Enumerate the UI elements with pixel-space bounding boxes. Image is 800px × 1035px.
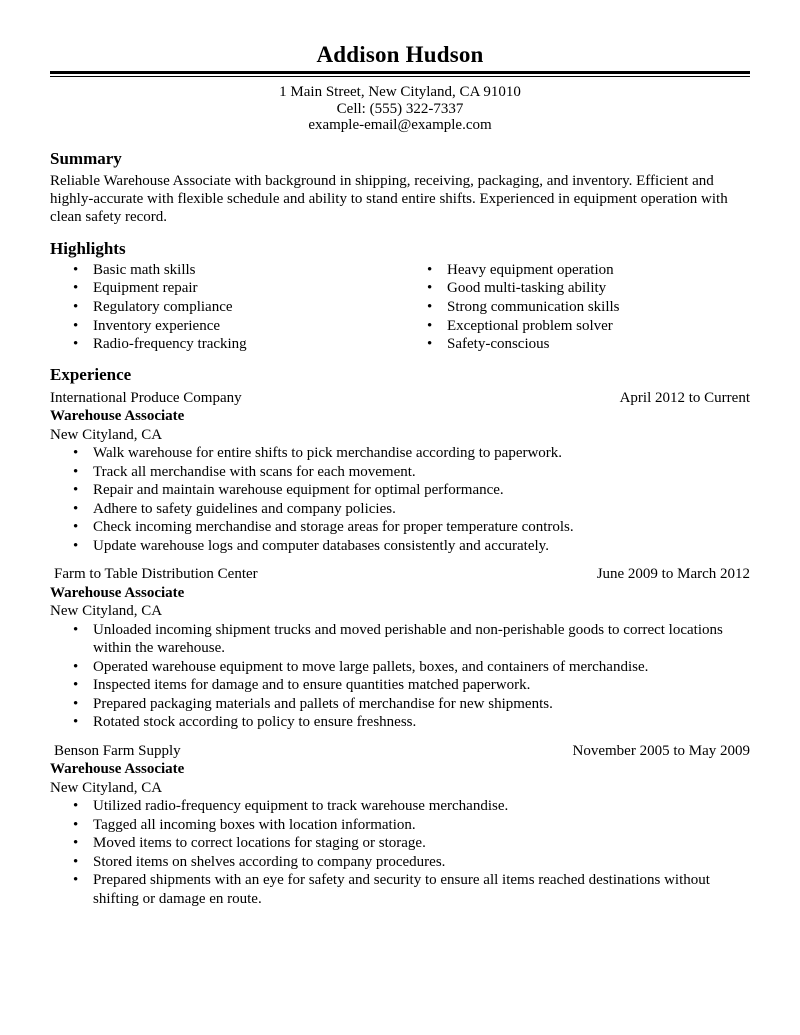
- summary-heading: Summary: [50, 148, 122, 168]
- highlight-item: • Regulatory compliance: [73, 298, 400, 317]
- job-bullet: • Update warehouse logs and computer databases consistently and accurately.: [73, 537, 750, 556]
- highlights-columns: [50, 261, 750, 354]
- job-bullet-list: [73, 797, 750, 908]
- highlight-item: • Safety-conscious: [427, 335, 750, 354]
- job-header: [50, 742, 750, 761]
- job-bullet-list: [73, 444, 750, 555]
- job-header: [50, 389, 750, 408]
- candidate-name: Addison Hudson: [316, 42, 484, 67]
- job-title: Warehouse Associate: [50, 761, 185, 778]
- job-bullet: • Adhere to safety guidelines and company policies.: [73, 500, 750, 519]
- contact-email: example-email@example.com: [308, 117, 492, 133]
- job-company: Farm to Table Distribution Center: [54, 566, 258, 583]
- job-bullet: • Operated warehouse equipment to move large pallets, boxes, and containers of merchandise.: [73, 658, 750, 677]
- highlight-item: • Good multi-tasking ability: [427, 279, 750, 298]
- job-bullet: • Walk warehouse for entire shifts to pick merchandise according to paperwork.: [73, 444, 750, 463]
- highlights-heading: Highlights: [50, 238, 126, 258]
- highlight-item: • Radio-frequency tracking: [73, 335, 400, 354]
- summary-text: Reliable Warehouse Associate with background in shipping, receiving, packaging, and inventory. Efficient and highly-accurate with flexible schedule and ability to stand entire shifts. Experienced in equipment operation with clean safety record.: [50, 172, 728, 226]
- contact-address: 1 Main Street, New Cityland, CA 91010: [279, 84, 521, 100]
- job-bullet: • Prepared packaging materials and pallets of merchandise for new shipments.: [73, 695, 750, 714]
- job-bullet: • Rotated stock according to policy to ensure freshness.: [73, 713, 750, 732]
- job-location: New Cityland, CA: [50, 603, 163, 620]
- experience-heading: Experience: [50, 364, 132, 384]
- job-bullet: • Moved items to correct locations for staging or storage.: [73, 834, 750, 853]
- highlight-item: • Exceptional problem solver: [427, 317, 750, 336]
- job-company: International Produce Company: [50, 389, 242, 406]
- job-location: New Cityland, CA: [50, 426, 163, 443]
- highlights-left-column: [50, 261, 400, 354]
- job-bullet: • Unloaded incoming shipment trucks and moved perishable and non-perishable goods to correct locations within the warehouse.: [73, 621, 750, 658]
- job-bullet: • Check incoming merchandise and storage areas for proper temperature controls.: [73, 518, 750, 537]
- summary-section: [50, 149, 750, 227]
- job-dates: April 2012 to Current: [619, 389, 750, 406]
- job-bullet: • Utilized radio-frequency equipment to track warehouse merchandise.: [73, 797, 750, 816]
- job-entry-1: [50, 389, 750, 556]
- job-bullet: • Prepared shipments with an eye for safety and security to ensure all items reached destinations without shifting or damage en route.: [73, 871, 750, 908]
- header-divider-rule: [50, 71, 750, 77]
- highlight-item: • Equipment repair: [73, 279, 400, 298]
- job-bullet: • Inspected items for damage and to ensure quantities matched paperwork.: [73, 676, 750, 695]
- job-entry-3: [50, 742, 750, 909]
- job-location: New Cityland, CA: [50, 779, 163, 796]
- job-entry-2: [50, 565, 750, 732]
- resume-header: [50, 42, 750, 134]
- job-bullet: • Stored items on shelves according to company procedures.: [73, 853, 750, 872]
- highlight-item: • Basic math skills: [73, 261, 400, 280]
- highlights-right-list: [427, 261, 750, 354]
- job-title: Warehouse Associate: [50, 584, 185, 601]
- highlight-item: • Inventory experience: [73, 317, 400, 336]
- job-bullet-list: [73, 621, 750, 732]
- job-title: Warehouse Associate: [50, 408, 185, 425]
- job-company: Benson Farm Supply: [54, 742, 181, 759]
- experience-section: [50, 365, 750, 909]
- contact-phone: Cell: (555) 322-7337: [336, 100, 464, 117]
- job-dates: November 2005 to May 2009: [572, 742, 750, 759]
- contact-block: [50, 84, 750, 134]
- highlights-right-column: [400, 261, 750, 354]
- job-dates: June 2009 to March 2012: [596, 566, 750, 583]
- highlights-left-list: [73, 261, 400, 354]
- highlights-section: [50, 239, 750, 354]
- job-header: [50, 565, 750, 584]
- job-bullet: • Track all merchandise with scans for each movement.: [73, 463, 750, 482]
- job-bullet: • Tagged all incoming boxes with location information.: [73, 816, 750, 835]
- highlight-item: • Heavy equipment operation: [427, 261, 750, 280]
- highlight-item: • Strong communication skills: [427, 298, 750, 317]
- job-bullet: • Repair and maintain warehouse equipment for optimal performance.: [73, 481, 750, 500]
